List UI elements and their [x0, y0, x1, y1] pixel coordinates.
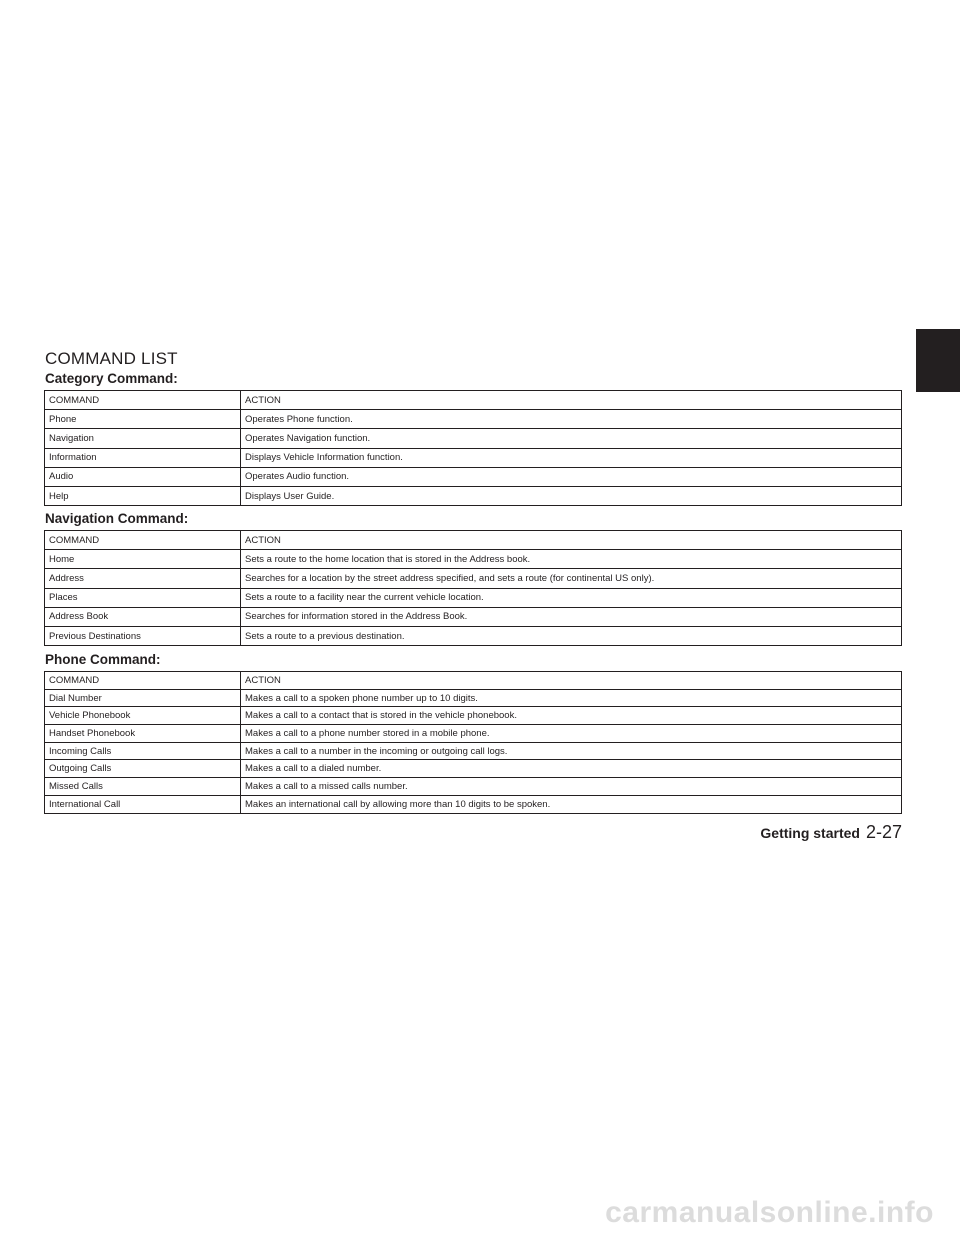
command-cell: Vehicle Phonebook [45, 707, 241, 725]
action-cell: Operates Navigation function. [241, 429, 902, 448]
side-tab-marker [916, 329, 960, 392]
command-cell: Navigation [45, 429, 241, 448]
action-cell: Makes a call to a missed calls number. [241, 778, 902, 796]
action-cell: Sets a route to a facility near the current vehicle location. [241, 588, 902, 607]
table-row [45, 550, 902, 569]
watermark: carmanualsonline.info [605, 1196, 934, 1229]
page-title: COMMAND LIST [45, 349, 178, 368]
footer-page-number: 2-27 [865, 822, 902, 842]
command-cell: Home [45, 550, 241, 569]
action-cell: Makes a call to a spoken phone number up to 10 digits. [241, 689, 902, 707]
action-cell: Displays Vehicle Information function. [241, 448, 902, 467]
action-cell: Displays User Guide. [241, 486, 902, 505]
table-row [45, 742, 902, 760]
action-cell: Makes an international call by allowing more than 10 digits to be spoken. [241, 795, 902, 813]
footer-section-name: Getting started [760, 825, 860, 841]
table-row [45, 569, 902, 588]
command-cell: Dial Number [45, 689, 241, 707]
command-cell: Information [45, 448, 241, 467]
action-cell: Makes a call to a number in the incoming or outgoing call logs. [241, 742, 902, 760]
command-cell: Outgoing Calls [45, 760, 241, 778]
table-row [45, 760, 902, 778]
navigation-command-table [44, 530, 902, 646]
action-cell: Makes a call to a phone number stored in a mobile phone. [241, 725, 902, 743]
command-cell: Help [45, 486, 241, 505]
table-row [45, 607, 902, 626]
action-cell: ACTION [241, 672, 902, 690]
table-row [45, 725, 902, 743]
table-row [45, 410, 902, 429]
table-row [45, 689, 902, 707]
table-header-row [45, 391, 902, 410]
table-row [45, 626, 902, 645]
command-cell: COMMAND [45, 391, 241, 410]
action-cell: Makes a call to a dialed number. [241, 760, 902, 778]
table-row [45, 448, 902, 467]
table-row [45, 778, 902, 796]
action-cell: Makes a call to a contact that is stored in the vehicle phonebook. [241, 707, 902, 725]
command-cell: Phone [45, 410, 241, 429]
table-row [45, 467, 902, 486]
command-cell: Handset Phonebook [45, 725, 241, 743]
table-row [45, 707, 902, 725]
command-cell: International Call [45, 795, 241, 813]
action-cell: Sets a route to a previous destination. [241, 626, 902, 645]
category-command-heading: Category Command: [45, 371, 178, 386]
command-cell: Missed Calls [45, 778, 241, 796]
phone-command-table [44, 671, 902, 814]
command-cell: Previous Destinations [45, 626, 241, 645]
action-cell: Operates Audio function. [241, 467, 902, 486]
page-footer [760, 822, 902, 843]
navigation-command-heading: Navigation Command: [45, 511, 189, 526]
command-cell: Incoming Calls [45, 742, 241, 760]
action-cell: Searches for a location by the street address specified, and sets a route (for continental US only). [241, 569, 902, 588]
table-header-row [45, 531, 902, 550]
action-cell: Searches for information stored in the Address Book. [241, 607, 902, 626]
command-cell: Audio [45, 467, 241, 486]
table-row [45, 429, 902, 448]
command-cell: COMMAND [45, 531, 241, 550]
action-cell: ACTION [241, 391, 902, 410]
table-row [45, 795, 902, 813]
action-cell: Operates Phone function. [241, 410, 902, 429]
category-command-table [44, 390, 902, 506]
action-cell: Sets a route to the home location that is stored in the Address book. [241, 550, 902, 569]
phone-command-heading: Phone Command: [45, 652, 161, 667]
command-cell: Address Book [45, 607, 241, 626]
command-cell: Places [45, 588, 241, 607]
action-cell: ACTION [241, 531, 902, 550]
command-cell: COMMAND [45, 672, 241, 690]
table-header-row [45, 672, 902, 690]
command-cell: Address [45, 569, 241, 588]
table-row [45, 486, 902, 505]
table-row [45, 588, 902, 607]
